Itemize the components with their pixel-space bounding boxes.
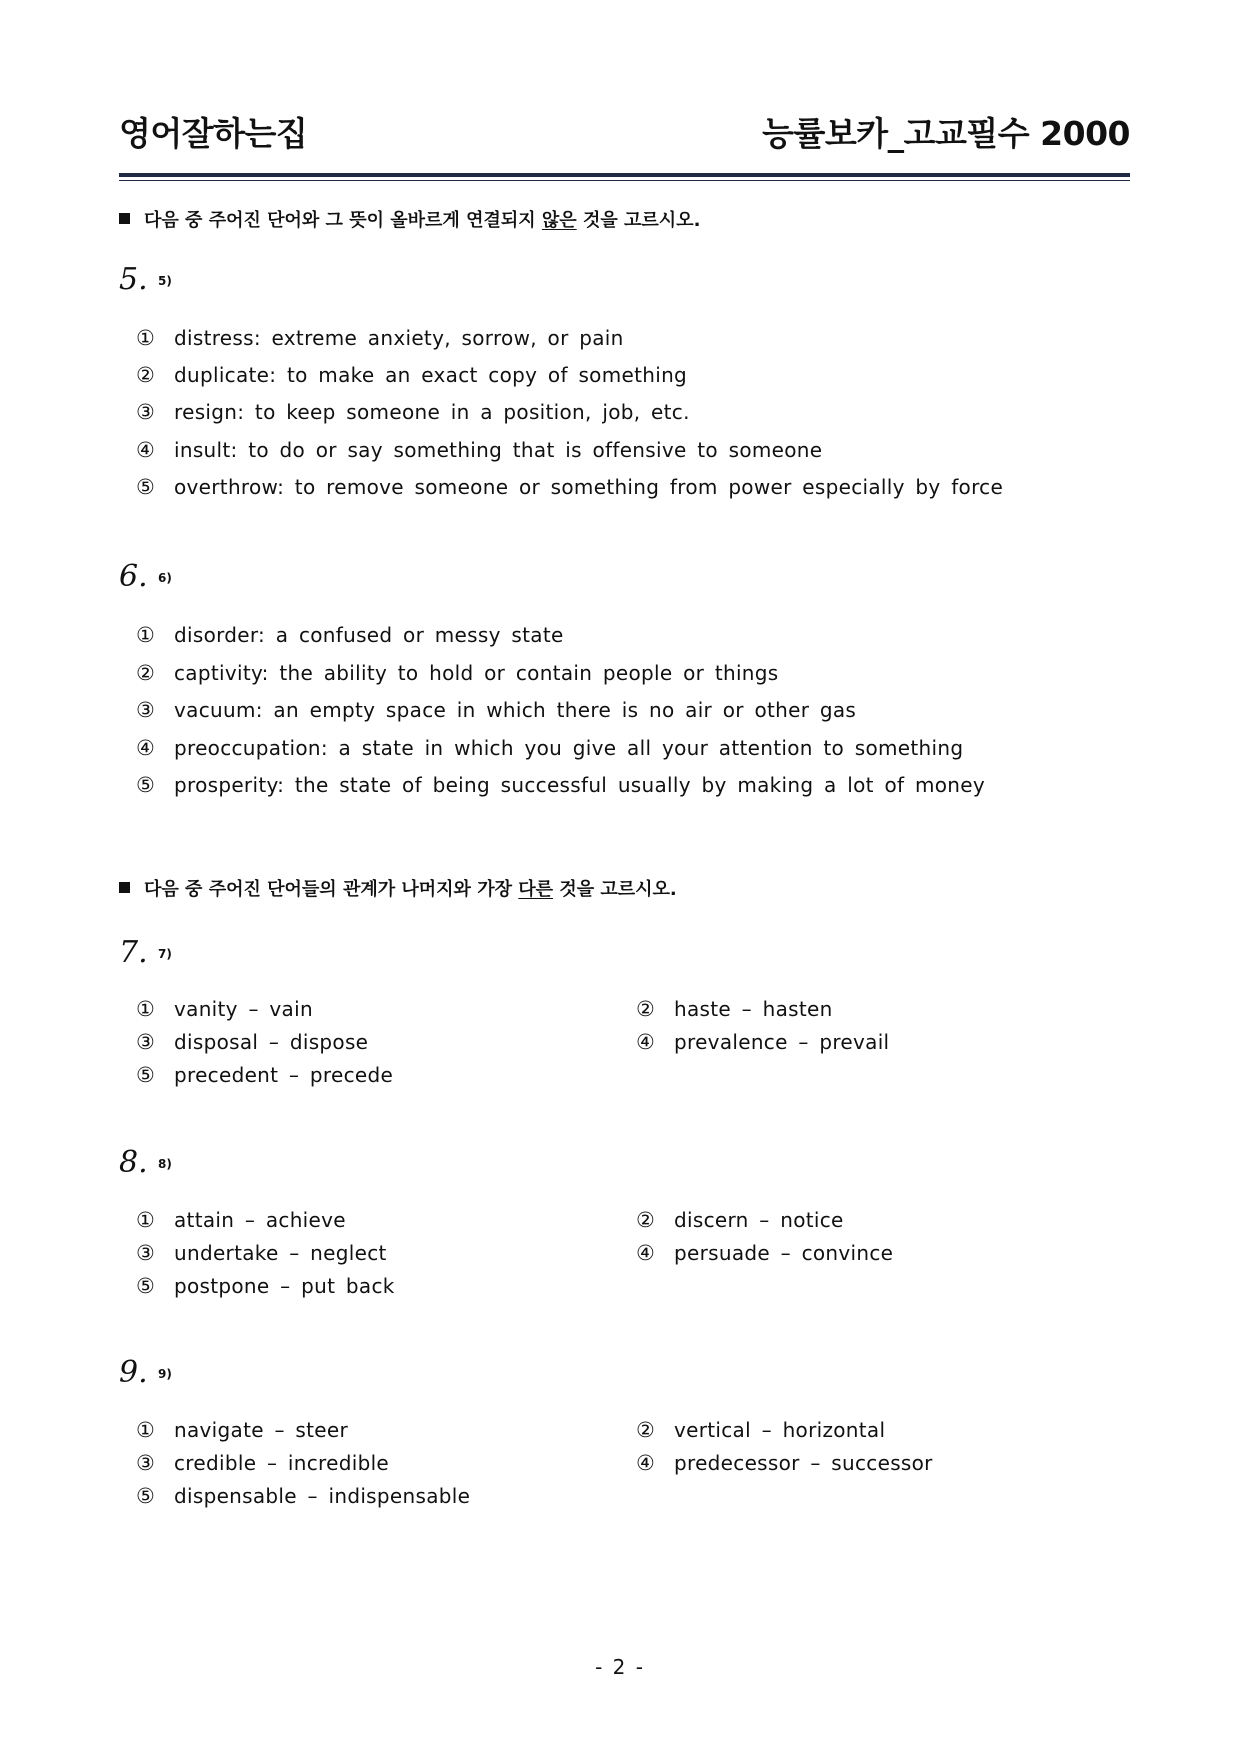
instruction-text: 것을 고르시오. (582, 210, 701, 231)
option-text: dispensable – indispensable (174, 1484, 471, 1508)
question-footnote-ref: 7) (158, 947, 172, 961)
option-marker: ① (136, 1418, 156, 1442)
instruction-text: 다음 중 주어진 단어들의 관계가 나머지와 가장 (144, 879, 512, 900)
option-text: credible – incredible (174, 1451, 390, 1475)
question-footnote-ref: 8) (158, 1157, 172, 1171)
answer-option[interactable] (636, 1451, 933, 1475)
option-marker: ④ (636, 1451, 656, 1475)
header-divider-thin (119, 180, 1130, 181)
option-marker: ③ (136, 1241, 156, 1265)
section-instruction (119, 206, 700, 232)
option-marker: ② (636, 997, 656, 1021)
square-bullet-icon (119, 213, 130, 224)
answer-option[interactable] (136, 736, 963, 760)
option-marker: ⑤ (136, 773, 156, 797)
option-marker: ③ (136, 1451, 156, 1475)
page-number: - 2 - (595, 1655, 645, 1679)
answer-option[interactable] (636, 1208, 844, 1232)
answer-option[interactable] (136, 1451, 389, 1475)
instruction-emphasis: 않은 (541, 210, 577, 231)
answer-option[interactable] (136, 400, 690, 424)
option-text: disorder: a confused or messy state (174, 623, 564, 647)
option-marker: ④ (636, 1030, 656, 1054)
option-text: disposal – dispose (174, 1030, 369, 1054)
answer-option[interactable] (636, 997, 833, 1021)
option-marker: ① (136, 997, 156, 1021)
book-title: 능률보카_고교필수 2000 (762, 114, 1130, 153)
answer-option[interactable] (136, 698, 856, 722)
question-footnote-ref: 9) (158, 1367, 172, 1381)
option-text: navigate – steer (174, 1418, 349, 1442)
option-text: duplicate: to make an exact copy of something (174, 363, 688, 387)
answer-option[interactable] (136, 363, 687, 387)
answer-option[interactable] (136, 997, 313, 1021)
answer-option[interactable] (136, 1418, 348, 1442)
square-bullet-icon (119, 882, 130, 893)
answer-option[interactable] (136, 1030, 368, 1054)
answer-option[interactable] (136, 773, 985, 797)
option-marker: ④ (636, 1241, 656, 1265)
option-text: precedent – precede (174, 1063, 394, 1087)
option-marker: ③ (136, 400, 156, 424)
option-text: overthrow: to remove someone or something from power especially by force (174, 475, 1004, 499)
option-text: insult: to do or say something that is offensive to someone (174, 438, 823, 462)
option-text: vertical – horizontal (674, 1418, 886, 1442)
instruction-text: 것을 고르시오. (559, 879, 677, 900)
option-marker: ⑤ (136, 1274, 156, 1298)
option-text: persuade – convince (674, 1241, 894, 1265)
instruction-text: 다음 중 주어진 단어와 그 뜻이 올바르게 연결되지 (144, 210, 536, 231)
option-text: distress: extreme anxiety, sorrow, or pain (174, 326, 624, 350)
option-text: resign: to keep someone in a position, job, etc. (174, 400, 690, 424)
brand-title: 영어잘하는집 (119, 114, 308, 153)
option-text: vanity – vain (174, 997, 313, 1021)
answer-option[interactable] (136, 475, 1003, 499)
question-footnote-ref: 5) (158, 274, 172, 288)
option-text: prosperity: the state of being successful usually by making a lot of money (174, 773, 986, 797)
question-number: 6. (119, 559, 148, 594)
option-marker: ③ (136, 1030, 156, 1054)
option-text: undertake – neglect (174, 1241, 387, 1265)
answer-option[interactable] (136, 326, 624, 350)
option-marker: ① (136, 623, 156, 647)
option-marker: ① (136, 326, 156, 350)
answer-option[interactable] (136, 1063, 393, 1087)
question-number: 8. (119, 1145, 148, 1180)
answer-option[interactable] (636, 1030, 889, 1054)
answer-option[interactable] (136, 1208, 346, 1232)
question-number: 5. (119, 262, 148, 297)
option-marker: ⑤ (136, 1484, 156, 1508)
option-text: vacuum: an empty space in which there is no air or other gas (174, 698, 857, 722)
answer-option[interactable] (136, 623, 564, 647)
option-text: captivity: the ability to hold or contain people or things (174, 661, 779, 685)
option-text: predecessor – successor (674, 1451, 933, 1475)
option-marker: ① (136, 1208, 156, 1232)
option-marker: ③ (136, 698, 156, 722)
option-marker: ② (636, 1208, 656, 1232)
option-marker: ② (136, 363, 156, 387)
question-footnote-ref: 6) (158, 571, 172, 585)
answer-option[interactable] (136, 1274, 395, 1298)
option-text: prevalence – prevail (674, 1030, 890, 1054)
option-marker: ② (136, 661, 156, 685)
answer-option[interactable] (636, 1418, 885, 1442)
section-instruction (119, 875, 677, 901)
answer-option[interactable] (136, 1241, 387, 1265)
answer-option[interactable] (136, 661, 779, 685)
answer-option[interactable] (136, 438, 822, 462)
option-text: preoccupation: a state in which you give all your attention to something (174, 736, 964, 760)
question-number: 7. (119, 935, 148, 970)
option-text: postpone – put back (174, 1274, 395, 1298)
instruction-emphasis: 다른 (518, 879, 554, 900)
option-marker: ④ (136, 438, 156, 462)
option-text: discern – notice (674, 1208, 844, 1232)
question-number: 9. (119, 1355, 148, 1390)
answer-option[interactable] (136, 1484, 470, 1508)
option-marker: ⑤ (136, 475, 156, 499)
option-marker: ④ (136, 736, 156, 760)
option-text: haste – hasten (674, 997, 833, 1021)
option-marker: ② (636, 1418, 656, 1442)
answer-option[interactable] (636, 1241, 893, 1265)
option-text: attain – achieve (174, 1208, 346, 1232)
header-divider (119, 173, 1130, 177)
option-marker: ⑤ (136, 1063, 156, 1087)
page-header (119, 108, 1130, 158)
